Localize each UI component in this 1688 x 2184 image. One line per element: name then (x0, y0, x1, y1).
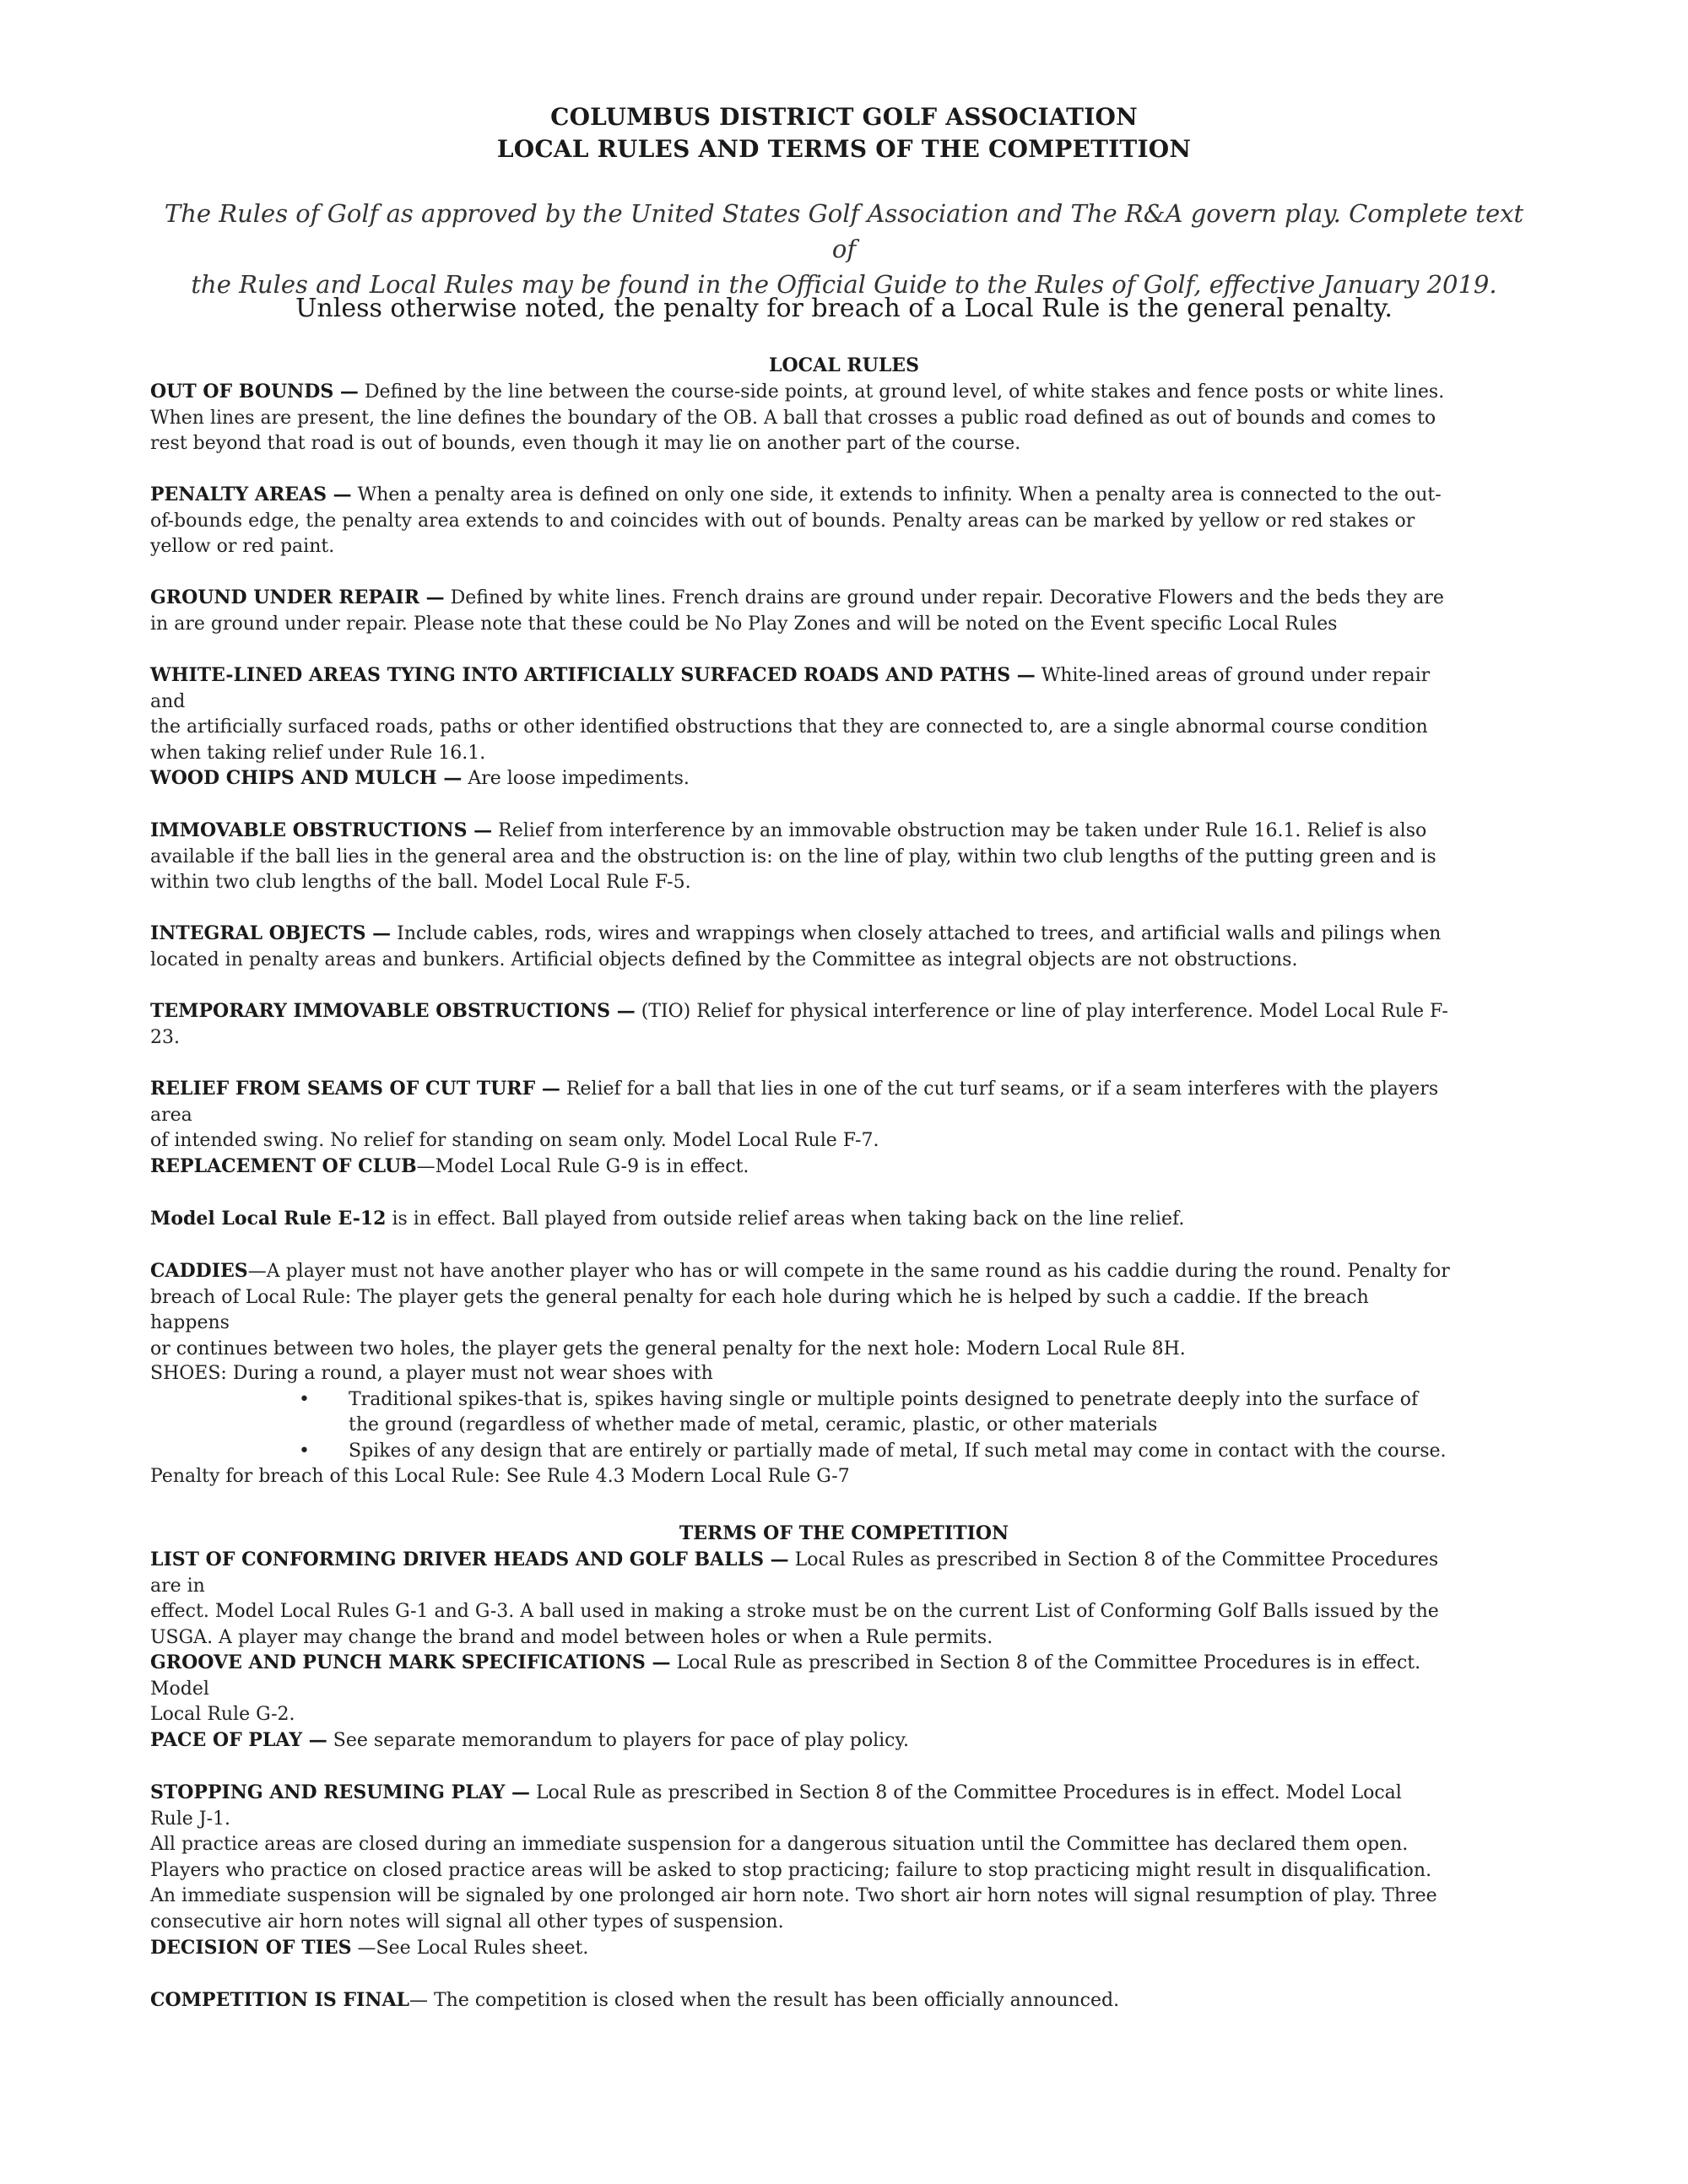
rule-text: rest beyond that road is out of bounds, even though it may lie on another part of the course. (150, 433, 1021, 454)
rule-text: Traditional spikes-that is, spikes having single or multiple points designed to penetrate deeply into the surface of (349, 1388, 1419, 1410)
rule-text: —A player must not have another player who has or will compete in the same round as his caddie during the round. Penalty for (247, 1261, 1450, 1282)
rule-text: When a penalty area is defined on only one side, it extends to infinity. When a penalty area is connected to the out- (351, 484, 1442, 505)
rule-text: White-lined areas of ground under repair and (150, 665, 1431, 712)
local-rules-heading: LOCAL RULES (769, 354, 919, 376)
rule-text: of-bounds edge, the penalty area extends to and coincides with out of bounds. Penalty areas can be marked by yellow or red stakes or (150, 510, 1415, 532)
rule-white-lined-areas (150, 662, 1450, 766)
rule-text: All practice areas are closed during an immediate suspension for a dangerous situation until the Committee has declared them open. (150, 1834, 1409, 1855)
bullet-icon: • (299, 1440, 310, 1462)
rule-text: —See Local Rules sheet. (351, 1938, 589, 1959)
rule-text: breach of Local Rule: The player gets the general penalty for each hole during which he is helped by such a caddie. If the breach happens (150, 1286, 1369, 1333)
rule-text: Defined by the line between the course-side points, at ground level, of white stakes and fence posts or white lines. (358, 381, 1445, 403)
rule-title: Model Local Rule E-12 (150, 1208, 387, 1230)
rule-text: Local Rule G-2. (150, 1704, 295, 1725)
term-conforming-list (150, 1547, 1450, 1651)
rule-title: GROOVE AND PUNCH MARK SPECIFICATIONS — (150, 1652, 671, 1673)
rule-seams-of-cut-turf (150, 1076, 1450, 1154)
term-decision-of-ties (150, 1935, 1450, 1962)
intro-paragraph (152, 196, 1536, 302)
rule-text: When lines are present, the line defines the boundary of the OB. A ball that crosses a public road defined as out of bounds and comes to (150, 407, 1436, 429)
term-pace-of-play (150, 1727, 1450, 1754)
rule-caddies (150, 1258, 1450, 1362)
rule-shoes (150, 1361, 1467, 1490)
rule-text: Include cables, rods, wires and wrappings when closely attached to trees, and artificial walls and pilings when (391, 923, 1442, 944)
rule-title: RELIEF FROM SEAMS OF CUT TURF — (150, 1078, 560, 1100)
rule-wood-chips (150, 765, 1450, 792)
term-competition-final (150, 1987, 1450, 2014)
rule-title: REPLACEMENT OF CLUB (150, 1155, 417, 1177)
rule-title: TEMPORARY IMMOVABLE OBSTRUCTIONS — (150, 1000, 636, 1022)
rule-text: (TIO) Relief for physical interference or line of play interference. Model Local Rule F- (635, 1001, 1448, 1022)
rule-text: Players who practice on closed practice areas will be asked to stop practicing; failure to stop practicing might result in disqualification. (150, 1859, 1432, 1881)
rule-replacement-of-club (150, 1154, 1450, 1181)
rule-text: Local Rule as prescribed in Section 8 of the Committee Procedures is in effect. Model Local Rule J-1. (150, 1782, 1402, 1830)
penalty-note: Unless otherwise noted, the penalty for breach of a Local Rule is the general penalty. (295, 294, 1393, 323)
rule-text: the artificially surfaced roads, paths or other identified obstructions that they are connected to, are a single abnormal course condition (150, 716, 1428, 738)
rule-out-of-bounds (150, 379, 1450, 457)
rule-title: PENALTY AREAS — (150, 484, 352, 505)
rule-text: consecutive air horn notes will signal all other types of suspension. (150, 1911, 784, 1933)
rule-text: available if the ball lies in the general area and the obstruction is: on the line of play, within two club lengths of the putting green and is (150, 846, 1436, 868)
rule-text: — The competition is closed when the result has been officially announced. (409, 1990, 1120, 2011)
rule-model-local-rule-e12 (150, 1206, 1450, 1233)
rule-title: PACE OF PLAY — (150, 1729, 327, 1751)
rule-text: of intended swing. No relief for standing on seam only. Model Local Rule F-7. (150, 1130, 879, 1151)
rule-text: Local Rules as prescribed in Section 8 of the Committee Procedures are in (150, 1549, 1439, 1597)
rule-text: located in penalty areas and bunkers. Artificial objects defined by the Committee as integral objects are not obstructions. (150, 949, 1298, 970)
rule-title: WOOD CHIPS AND MULCH — (150, 767, 463, 789)
rule-title: DECISION OF TIES (150, 1937, 352, 1959)
rule-text: Defined by white lines. French drains are ground under repair. Decorative Flowers and the beds they are (444, 587, 1444, 608)
bullet-icon: • (299, 1388, 310, 1410)
rule-text: —Model Local Rule G-9 is in effect. (416, 1156, 749, 1177)
rule-title: COMPETITION IS FINAL (150, 1989, 409, 2011)
rule-temporary-immovable-obstructions (150, 998, 1450, 1051)
rule-text: Penalty for breach of this Local Rule: See Rule 4.3 Modern Local Rule G-7 (150, 1466, 850, 1487)
rule-text: yellow or red paint. (150, 536, 335, 557)
list-item (150, 1387, 1467, 1439)
rule-text: See separate memorandum to players for pace of play policy. (327, 1730, 909, 1751)
rule-text: or continues between two holes, the player gets the general penalty for the next hole: Modern Local Rule 8H. (150, 1338, 1186, 1360)
rule-integral-objects (150, 921, 1450, 973)
rule-title: GROUND UNDER REPAIR — (150, 587, 445, 608)
rule-text: Are loose impediments. (462, 768, 690, 789)
rule-text: Relief from interference by an immovable obstruction may be taken under Rule 16.1. Relief is also (492, 820, 1427, 841)
rule-title: OUT OF BOUNDS — (150, 381, 359, 403)
rule-title: STOPPING AND RESUMING PLAY — (150, 1781, 530, 1803)
document-subtitle: LOCAL RULES AND TERMS OF THE COMPETITION (496, 135, 1192, 163)
terms-heading: TERMS OF THE COMPETITION (679, 1522, 1009, 1544)
rule-text: Local Rule as prescribed in Section 8 of the Committee Procedures is in effect. Model (150, 1652, 1421, 1700)
rule-text: is in effect. Ball played from outside relief areas when taking back on the line relief. (386, 1208, 1185, 1230)
rule-text: Spikes of any design that are entirely or partially made of metal, If such metal may come in contact with the course. (349, 1440, 1447, 1462)
rule-title: LIST OF CONFORMING DRIVER HEADS AND GOLF BALLS — (150, 1549, 789, 1570)
rule-text: 23. (150, 1026, 180, 1048)
rule-title: IMMOVABLE OBSTRUCTIONS — (150, 819, 493, 841)
list-item (150, 1439, 1467, 1465)
rule-text: USGA. A player may change the brand and model between holes or when a Rule permits. (150, 1626, 993, 1648)
rule-title: WHITE-LINED AREAS TYING INTO ARTIFICIALLY SURFACED ROADS AND PATHS — (150, 664, 1036, 686)
rule-text: An immediate suspension will be signaled by one prolonged air horn note. Two short air horn notes will signal resumption of play. Three (150, 1885, 1437, 1906)
intro-line: the Rules and Local Rules may be found in the Official Guide to the Rules of Golf, effective January 2019. (191, 270, 1497, 299)
rule-text: when taking relief under Rule 16.1. (150, 742, 486, 764)
term-stopping-resuming (150, 1780, 1450, 1935)
rule-text: in are ground under repair. Please note that these could be No Play Zones and will be noted on the Event specific Local Rules (150, 613, 1338, 635)
rule-text: the ground (regardless of whether made of metal, ceramic, plastic, or other materials (349, 1414, 1158, 1435)
term-groove-punch (150, 1650, 1450, 1728)
rule-penalty-areas (150, 482, 1450, 560)
rule-text: effect. Model Local Rules G-1 and G-3. A ball used in making a stroke must be on the current List of Conforming Golf Balls issued by the (150, 1601, 1439, 1622)
rule-immovable-obstructions (150, 818, 1450, 896)
document-title: COLUMBUS DISTRICT GOLF ASSOCIATION (550, 103, 1138, 131)
rule-title: INTEGRAL OBJECTS — (150, 922, 392, 944)
rule-text: SHOES: During a round, a player must not wear shoes with (150, 1363, 713, 1384)
rule-title: CADDIES (150, 1260, 248, 1282)
rule-text: within two club lengths of the ball. Model Local Rule F-5. (150, 872, 691, 893)
intro-line: The Rules of Golf as approved by the United States Golf Association and The R&A govern play. Complete text of (164, 199, 1524, 263)
rule-ground-under-repair (150, 585, 1450, 637)
rule-text: Relief for a ball that lies in one of the cut turf seams, or if a seam interferes with the players area (150, 1078, 1439, 1126)
